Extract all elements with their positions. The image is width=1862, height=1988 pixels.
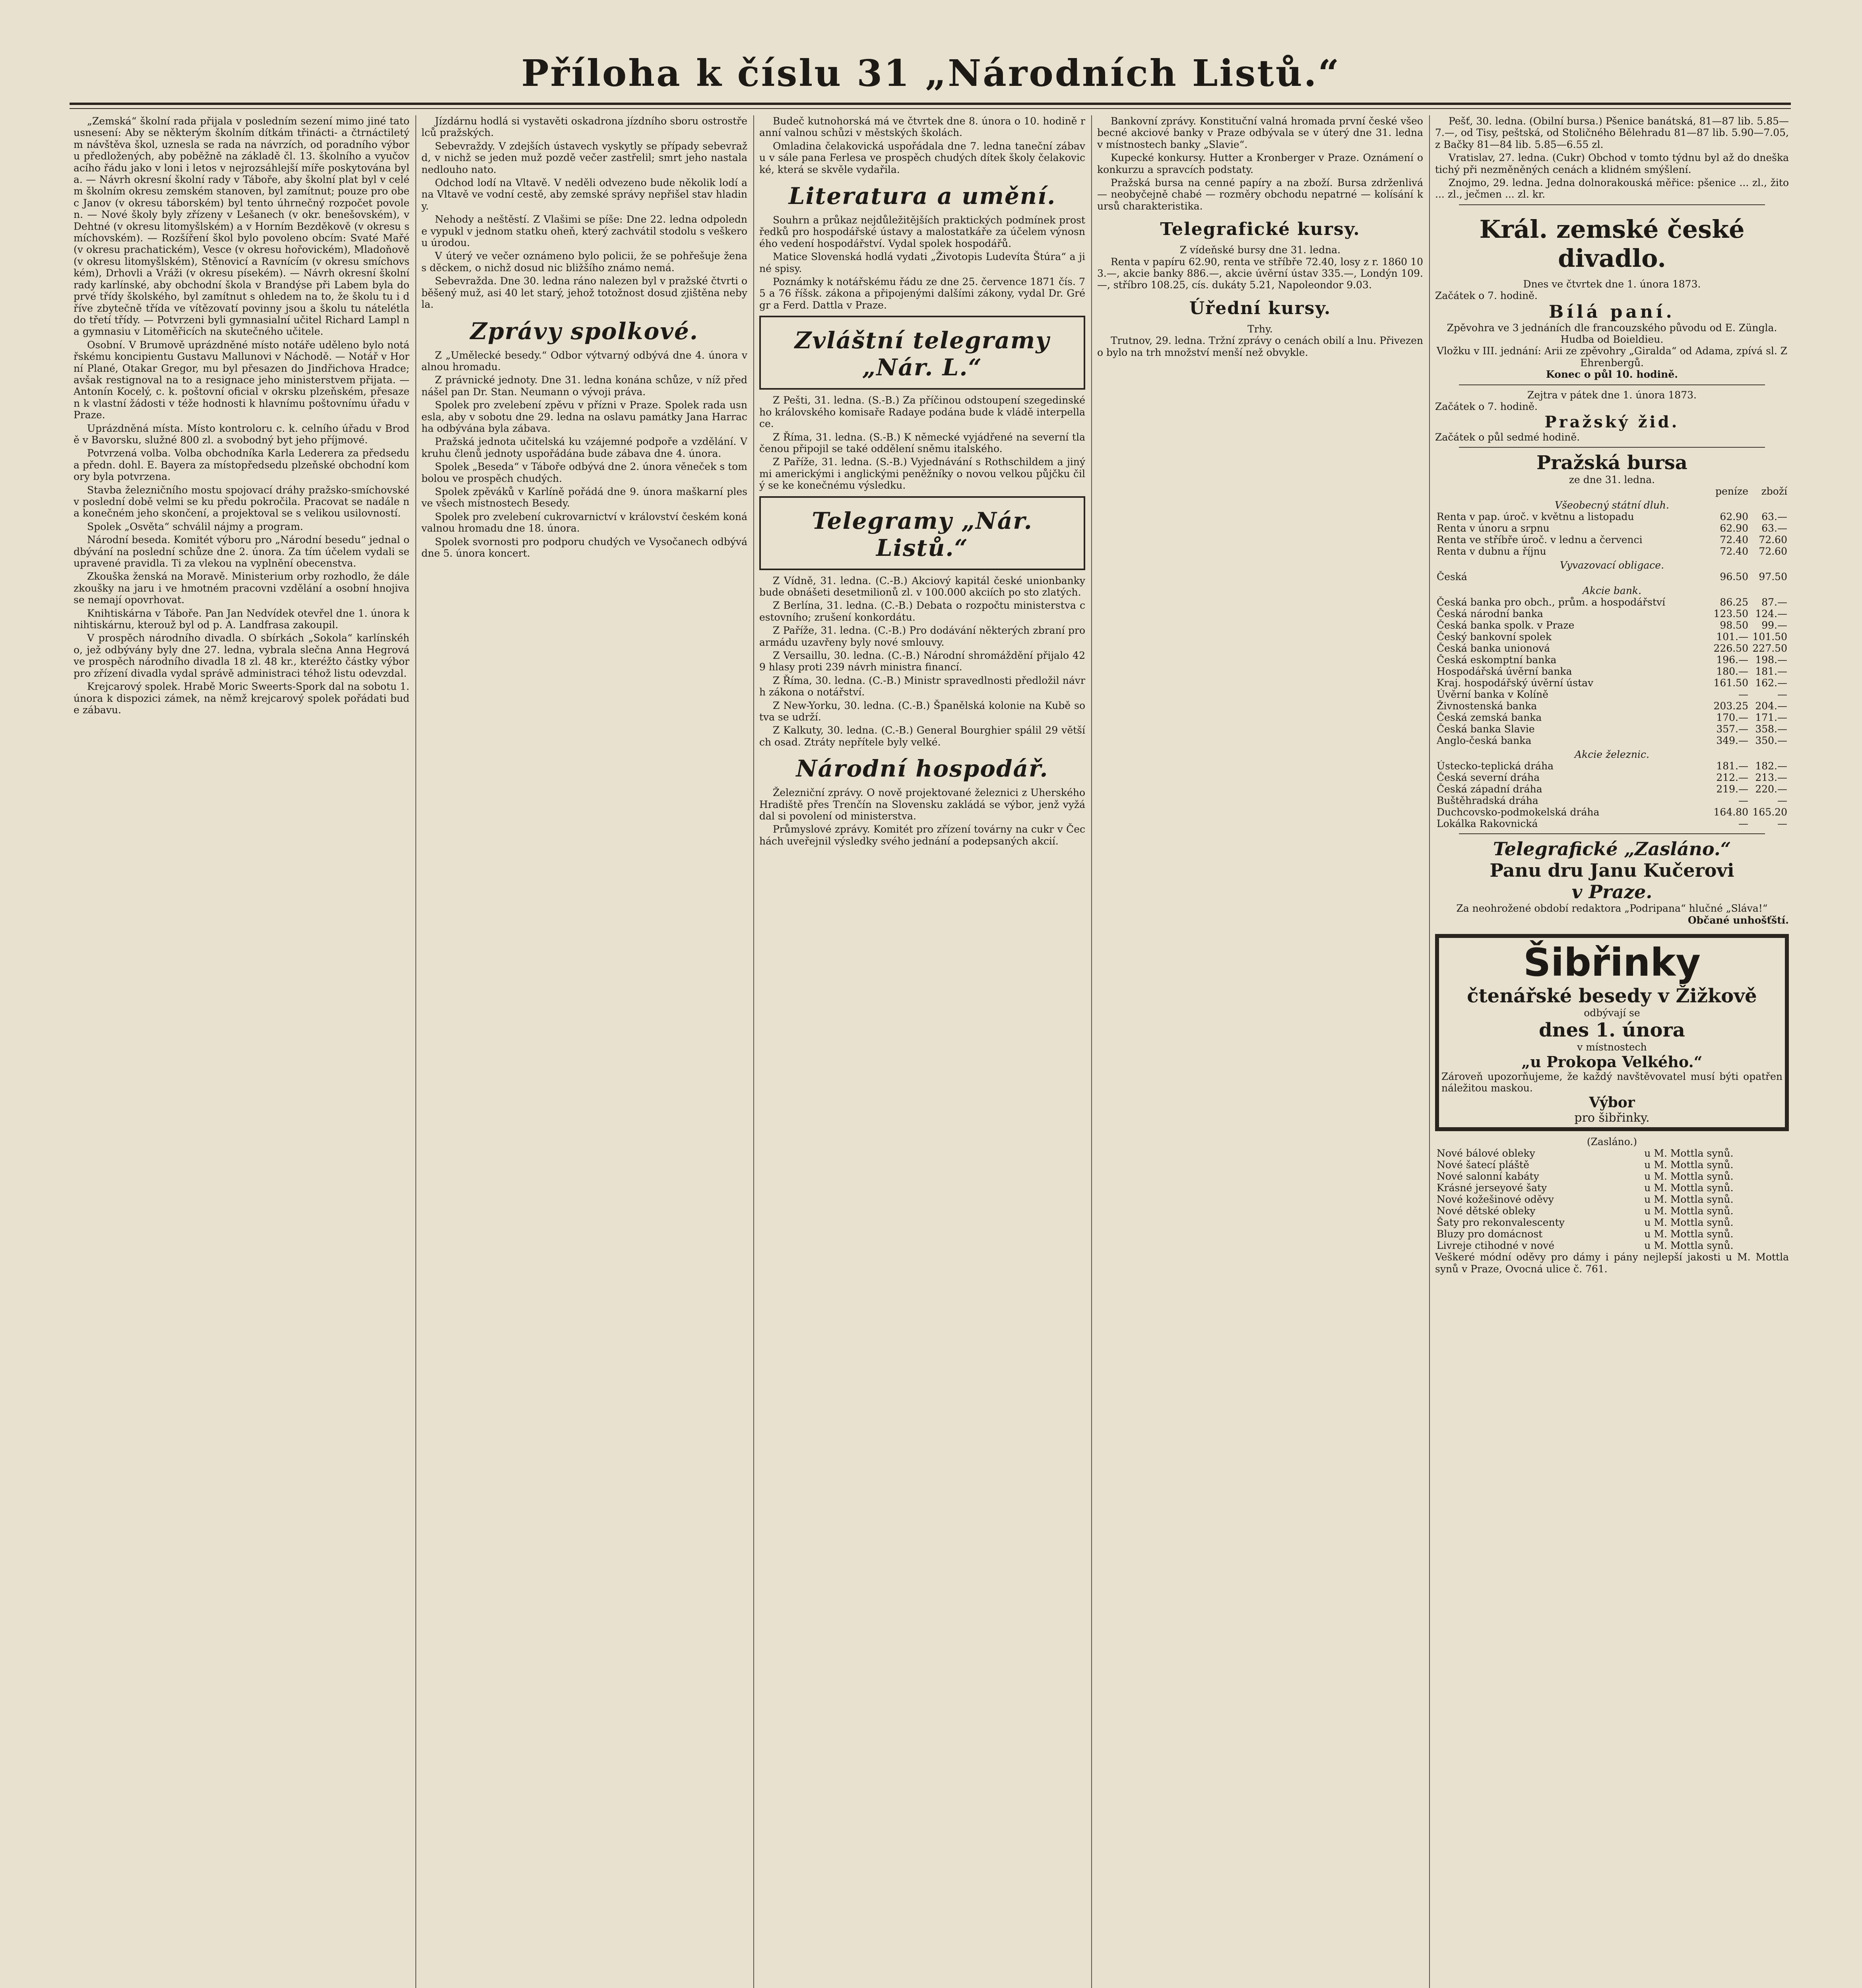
security-name: Kraj. hospodářský úvěrní ústav [1437, 677, 1594, 689]
article-paragraph: Budeč kutnohorská má ve čtvrtek dne 8. února o 10. hodině ranní valnou schůzi v městských školách. [759, 115, 1085, 139]
article-paragraph: Průmyslové zprávy. Komitét pro zřízení továrny na cukr v Čechách uveřejnil výsledky svého jednání a podepsaných akcií. [759, 823, 1085, 847]
goods-value: — [1777, 689, 1787, 701]
security-name: Renta ve stříbře úroč. v lednu a červenci [1437, 534, 1643, 546]
list-item [1435, 1182, 1789, 1194]
theater-date: Dnes ve čtvrtek dne 1. února 1873. [1523, 278, 1701, 290]
ad-body: Za neohrožené období redaktora „Podripana“ hlučné „Sláva!“ [1456, 903, 1768, 914]
divider [1459, 384, 1765, 385]
table-row [1435, 818, 1789, 829]
goods-value: 63.— [1761, 511, 1787, 523]
article-paragraph: Kupecké konkursy. Hutter a Kronberger v Praze. Oznámení o konkurzu a spravcích podstaty. [1097, 152, 1423, 175]
column-divider [1429, 115, 1430, 1988]
theater-start: Začátek o 7. hodině. [1435, 290, 1538, 302]
table-group-row [1435, 582, 1789, 596]
theater-desc: Zpěvohra ve 3 jednáních dle francouzského původu od E. Züngla. Hudba od Boieldieu. [1447, 322, 1777, 346]
security-name: Česká západní dráha [1437, 783, 1542, 795]
table-header-cell: peníze [1715, 485, 1748, 497]
article-paragraph: Omladina čelakovická uspořádala dne 7. ledna taneční zábavu v sále pana Ferlesa ve prospěch chudých dítek školy čelakovické, která se skvěle vydařila. [759, 140, 1085, 175]
item-name: Krásné jerseyové šaty [1437, 1182, 1547, 1194]
article-paragraph: Sebevražda. Dne 30. ledna ráno nalezen byl v pražské čtvrti oběšený muž, asi 40 let starý, jehož totožnost dosud zjištěna nebyla. [421, 275, 747, 311]
bursa-date: ze dne 31. ledna. [1569, 474, 1655, 485]
sibrinky-body: Zároveň upozorňujeme, že každý navštěvovatel musí býti opatřen náležitou maskou. [1441, 1070, 1782, 1094]
column-4 [1097, 115, 1423, 1988]
money-value: 181.— [1716, 760, 1748, 772]
sibrinky-subtitle: čtenářské besedy v Žižkově [1467, 985, 1757, 1008]
telegrams-box [759, 496, 1085, 570]
table-row [1435, 654, 1789, 666]
mottl-ad-list [1435, 1147, 1789, 1251]
money-value: 219.— [1716, 783, 1748, 795]
table-group-row [1435, 746, 1789, 760]
money-value: 72.40 [1720, 546, 1748, 557]
telegram-paragraph: Z Vídně, 31. ledna. (C.-B.) Akciový kapitál české unionbanky bude obnášeti desetmilionů zl. v 100.000 akciích po sto zlatých. [759, 575, 1085, 598]
table-row [1435, 735, 1789, 746]
table-row [1435, 760, 1789, 772]
list-item [1435, 1240, 1789, 1251]
money-value: 86.25 [1720, 596, 1748, 608]
security-name: Renta v dubnu a říjnu [1437, 546, 1546, 557]
list-item [1435, 1159, 1789, 1171]
section-title-literatura: Literatura a umění. [788, 182, 1056, 210]
article-paragraph: Z „Umělecké besedy.“ Odbor výtvarný odbývá dne 4. února valnou hromadu. [421, 349, 747, 373]
security-name: Česká eskomptní banka [1437, 654, 1557, 666]
security-name: Duchcovsko-podmokelská dráha [1437, 806, 1600, 818]
security-name: Česká banka Slavie [1437, 723, 1535, 735]
bursa-table [1435, 485, 1789, 829]
column-divider [415, 115, 416, 1988]
security-name: Lokálka Rakovnická [1437, 818, 1538, 830]
table-row [1435, 631, 1789, 643]
item-name: Nové dětské obleky [1437, 1205, 1536, 1217]
goods-value: 220.— [1755, 783, 1787, 795]
money-value: — [1738, 818, 1748, 830]
list-item [1435, 1217, 1789, 1228]
item-seller: u M. Mottla synů. [1644, 1171, 1734, 1182]
divider [1459, 833, 1765, 834]
article-paragraph: Krejcarový spolek. Hrabě Moric Sweerts-Spork dal na sobotu 1. února k dispozici zámek, na němž krejcarový spolek pořádati bude zábavu. [74, 681, 409, 716]
item-name: Nové kožešinové oděvy [1437, 1194, 1554, 1206]
goods-value: 101.50 [1752, 631, 1787, 643]
item-seller: u M. Mottla synů. [1644, 1228, 1734, 1240]
goods-value: 87.— [1761, 596, 1787, 608]
article-paragraph: Potvrzená volba. Volba obchodníka Karla Lederera za předsedu a předn. dohl. E. Bayera za místopředsedu plzeňské obchodní komory byla potvrzena. [74, 447, 409, 483]
article-paragraph: Nehody a neštěstí. Z Vlašimi se píše: Dne 22. ledna odpoledne vypukl v jednom statku oheň, který zachvátil stodolu s veškerou úrodou. [421, 214, 747, 249]
zaslano-label: (Zasláno.) [1587, 1136, 1637, 1147]
table-header-row [1435, 485, 1789, 497]
article-paragraph: Bankovní zprávy. Konstituční valná hromada první české všeobecné akciové banky v Praze odbývala se v úterý dne 31. ledna v místnostech banky „Slavie“. [1097, 115, 1423, 150]
money-value: 62.90 [1720, 511, 1748, 523]
market-paragraph: Vratislav, 27. ledna. (Cukr) Obchod v tomto týdnu byl až do dneška tichý při nezměněných cenách a klidném smýšlení. [1435, 152, 1789, 175]
telegram-paragraph: Z Paříže, 31. ledna. (S.-B.) Vyjednávání s Rothschildem a jinými americkými i anglickými peněžníky o novou velkou půjčku čilý se ke konečnému výsledku. [759, 456, 1085, 491]
table-row [1435, 522, 1789, 534]
table-row [1435, 712, 1789, 723]
divider [1459, 204, 1765, 205]
telegram-paragraph: Z Versaillu, 30. ledna. (C.-B.) Národní shromáždění přijalo 429 hlasy proti 239 návrh ministra financí. [759, 649, 1085, 673]
goods-value: 182.— [1755, 760, 1787, 772]
article-paragraph: Pražská jednota učitelská ku vzájemné podpoře a vzdělání. V kruhu členů jednoty uspořádána bude zábava dne 4. února. [421, 436, 747, 459]
table-row [1435, 596, 1789, 608]
telegram-paragraph: Z Říma, 30. ledna. (C.-B.) Ministr spravedlnosti předložil návrh zákona o notářství. [759, 674, 1085, 698]
sibrinky-date: dnes 1. února [1539, 1019, 1685, 1041]
bursa-title: Pražská bursa [1536, 451, 1687, 474]
item-seller: u M. Mottla synů. [1644, 1159, 1734, 1171]
money-value: 123.50 [1713, 608, 1748, 620]
special-telegrams-box [759, 316, 1085, 390]
goods-value: 99.— [1761, 619, 1787, 631]
money-value: 98.50 [1720, 619, 1748, 631]
security-name: Česká severní dráha [1437, 772, 1540, 784]
security-name: Česká národní banka [1437, 608, 1543, 620]
money-value: 62.90 [1720, 522, 1748, 534]
table-row [1435, 806, 1789, 818]
table-group-label: Akcie bank. [1582, 585, 1642, 597]
table-group-row [1435, 497, 1789, 511]
article-paragraph: Spolek „Beseda“ v Táboře odbývá dne 2. února věneček s tombolou ve prospěch chudých. [421, 461, 747, 484]
section-title-hospodar: Národní hospodář. [796, 755, 1049, 782]
article-paragraph: Odchod lodí na Vltavě. V neděli odvezeno bude několik lodí a na Vltavě ve vodní cestě, aby zemské správy nepřišel stav hladiny. [421, 177, 747, 212]
security-name: Úvěrní banka v Kolíně [1437, 689, 1549, 701]
item-seller: u M. Mottla synů. [1644, 1147, 1734, 1159]
goods-value: 171.— [1755, 712, 1787, 724]
mottl-footer: Veškeré módní oděvy pro dámy i pány nejlepší jakosti u M. Mottla synů v Praze, Ovocná ulice č. 761. [1435, 1251, 1789, 1275]
table-row [1435, 643, 1789, 654]
goods-value: 350.— [1755, 735, 1787, 747]
table-row [1435, 783, 1789, 795]
goods-value: 213.— [1755, 772, 1787, 784]
telegram-paragraph: Z New-Yorku, 30. ledna. (C.-B.) Španělská kolonie na Kubě sotva se udrží. [759, 699, 1085, 723]
goods-value: 227.50 [1752, 643, 1787, 654]
money-value: 164.80 [1713, 806, 1748, 818]
security-name: Český bankovní spolek [1437, 631, 1552, 643]
article-paragraph: Spolek „Osvěta“ schválil nájmy a program. [87, 520, 303, 532]
telegram-paragraph: Z Pešti, 31. ledna. (S.-B.) Za příčinou odstoupení szegedinského královského komisaře Radaye podána bude k vládě interpellace. [759, 394, 1085, 430]
article-paragraph: Zkouška ženská na Moravě. Ministerium orby rozhodlo, že dále zkoušky na jaru i ve hmotném pracovni vzdělání a osobní hnojiva se nemají opovrhovat. [74, 571, 409, 606]
sibrinky-signature: pro šibřinky. [1574, 1110, 1650, 1125]
table-group-label: Akcie železnic. [1575, 749, 1649, 761]
column-divider [753, 115, 754, 1988]
security-name: Ústecko-teplická dráha [1437, 760, 1554, 772]
sibrinky-title: Šibřinky [1523, 940, 1701, 985]
column-1 [74, 115, 409, 1988]
money-value: 203.25 [1713, 700, 1748, 712]
article-paragraph: Uprázdněná místa. Místo kontroloru c. k. celního úřadu v Brodě v Bavorsku, služné 800 zl. a svobodný byt jeho příjmové. [74, 422, 409, 446]
table-row [1435, 511, 1789, 522]
article-paragraph: Knihtiskárna v Táboře. Pan Jan Nedvídek otevřel dne 1. února knihtiskárnu, kterouž byl od p. A. Landfrasa zakoupil. [74, 607, 409, 631]
item-name: Šaty pro rekonvalescenty [1437, 1217, 1565, 1229]
theater-end: Začátek o půl sedmé hodině. [1435, 431, 1580, 443]
goods-value: 204.— [1755, 700, 1787, 712]
column-3 [759, 115, 1085, 1988]
telegram-paragraph: Z Kalkuty, 30. ledna. (C.-B.) General Bourghier spálil 29 větších osad. Ztráty nepřítele byly velké. [759, 724, 1085, 748]
goods-value: 198.— [1755, 654, 1787, 666]
theater-end: Konec o půl 10. hodině. [1546, 369, 1678, 381]
security-name: Česká [1437, 571, 1467, 583]
article-paragraph: Poznámky k notářskému řádu ze dne 25. července 1871 čís. 75 a 76 říšsk. zákona a připojenými dalšími zákony, vydal Dr. Grégr a Ferd. Dattla v Praze. [759, 276, 1085, 311]
table-header-cell: zboží [1761, 485, 1787, 497]
article-paragraph: V úterý ve večer oznámeno bylo policii, že se pohřešuje žena s děckem, o nichž dosud nic bližšího známo nemá. [421, 250, 747, 274]
sibrinky-signature: Výbor [1589, 1094, 1635, 1111]
item-seller: u M. Mottla synů. [1644, 1194, 1734, 1206]
theater-play: Bílá paní. [1549, 301, 1675, 322]
article-paragraph: Národní beseda. Komitét výboru pro „Národní besedu“ jednal odbývání na poslední schůze dne 2. února. Za tím účelem vydali se upravené pravidla. Ti za vlekou na vyplnění obecenstva. [74, 534, 409, 569]
item-name: Nové šatecí pláště [1437, 1159, 1529, 1171]
security-name: Anglo-česká banka [1437, 735, 1532, 747]
market-paragraph: Znojmo, 29. ledna. Jedna dolnorakouská měřice: pšenice ... zl., žito ... zl., ječmen ... zl. kr. [1435, 177, 1789, 200]
section-title-telegramy: Telegramy „Nár. Listů.“ [812, 507, 1033, 561]
goods-value: 63.— [1761, 522, 1787, 534]
money-value: 212.— [1716, 772, 1748, 784]
table-header-cell [1435, 485, 1711, 497]
market-paragraph: Pešť, 30. ledna. (Obilní bursa.) Pšenice banátská, 81—87 lib. 5.85—7.—, od Tisy, peštská, od Stoličného Bělehradu 81—87 lib. 5.90—7.05, z Bačky 81—84 lib. 5.85—6.55 zl. [1435, 115, 1789, 150]
column-divider [1091, 115, 1092, 1988]
list-item [1435, 1147, 1789, 1159]
goods-value: — [1777, 818, 1787, 830]
telegram-paragraph: Z Paříže, 31. ledna. (C.-B.) Pro dodávání některých zbraní pro armádu uzavřeny byly nové smlouvy. [759, 625, 1085, 648]
header-rule-thin [70, 108, 1791, 109]
security-name: Renta v pap. úroč. v květnu a listopadu [1437, 511, 1634, 523]
article-paragraph: Spolek svornosti pro podporu chudých ve Vysočanech odbývá dne 5. února koncert. [421, 536, 747, 559]
table-row [1435, 795, 1789, 806]
money-value: 226.50 [1713, 643, 1748, 654]
table-row [1435, 772, 1789, 783]
security-name: Renta v únoru a srpnu [1437, 522, 1550, 534]
goods-value: 72.60 [1759, 534, 1787, 546]
article-paragraph: Jízdárnu hodlá si vystavěti oskadrona jízdního sboru ostrostřelců pražských. [421, 115, 747, 139]
supplement-title: Příloha k číslu 31 „Národních Listů.“ [521, 52, 1341, 95]
goods-value: 165.20 [1752, 806, 1787, 818]
table-row [1435, 700, 1789, 712]
item-seller: u M. Mottla synů. [1644, 1205, 1734, 1217]
money-value: 101.— [1716, 631, 1748, 643]
money-value: 161.50 [1713, 677, 1748, 689]
table-row [1435, 666, 1789, 677]
money-value: 96.50 [1720, 571, 1748, 583]
article-paragraph: Železniční zprávy. O nově projektované železnici z Uherského Hradiště přes Trenčín na Slovensku zakládá se výbor, jenž vyžádal si povolení od ministerstva. [759, 787, 1085, 822]
list-item [1435, 1171, 1789, 1182]
column-5 [1435, 115, 1789, 1988]
security-name: Hospodářská úvěrní banka [1437, 666, 1572, 678]
column-2 [421, 115, 747, 1988]
money-value: 196.— [1716, 654, 1748, 666]
table-row [1435, 619, 1789, 631]
telegram-paragraph: Z Říma, 31. ledna. (S.-B.) K německé vyjádřené na severní tlačenou připojil se také oddělení sněmu italského. [759, 431, 1085, 454]
sibrinky-ad [1435, 934, 1789, 1131]
item-seller: u M. Mottla synů. [1644, 1217, 1734, 1229]
money-value: — [1738, 689, 1748, 701]
table-row [1435, 723, 1789, 735]
article-paragraph: Spolek zpěváků v Karlíně pořádá dne 9. února maškarní ples ve všech místnostech Besedy. [421, 485, 747, 509]
article-paragraph: Souhrn a průkaz nejdůležitějších praktických podmínek prostředků pro hospodářské ústavy a malostatkáře za účelem výnosného vedení hospodářství. Vydal spolek hospodářů. [759, 214, 1085, 249]
table-group-row [1435, 557, 1789, 571]
money-value: 180.— [1716, 666, 1748, 678]
ad-city: v Praze. [1571, 881, 1653, 903]
article-paragraph: Osobní. V Brumově uprázdněné místo notáře uděleno bylo notářskému koncipientu Gustavu Mallunovi v Náchodě. — Notář v Horní Plané, Otakar Gregor, mu byl přesazen do Jindřichova Hradce; avšak restignoval na to a resignace jeho ministerstvem přijata. — Antonín Kocelý, c. k. poštovní oficial v okrsku plzeňském, přesazen k vlastní žádosti v téže hodnosti k hlavnímu poštovnímu úřadu v Praze. [74, 339, 409, 421]
item-seller: u M. Mottla synů. [1644, 1240, 1734, 1252]
theater-date: Zejtra v pátek dne 1. února 1873. [1527, 389, 1697, 401]
list-item [1435, 1228, 1789, 1240]
table-row [1435, 534, 1789, 546]
table-row [1435, 689, 1789, 700]
list-item [1435, 1194, 1789, 1205]
telegram-paragraph: Z Berlína, 31. ledna. (C.-B.) Debata o rozpočtu ministerstva cestovního; zrušení konkordátu. [759, 600, 1085, 623]
article-paragraph: Z právnické jednoty. Dne 31. ledna konána schůze, v níž přednášel pan Dr. Stan. Neumann o vývoji práva. [421, 374, 747, 398]
money-value: 357.— [1716, 723, 1748, 735]
goods-value: 124.— [1755, 608, 1787, 620]
theater-title: Král. zemské české divadlo. [1479, 214, 1745, 273]
table-row [1435, 571, 1789, 582]
goods-value: 162.— [1755, 677, 1787, 689]
table-row [1435, 546, 1789, 557]
zaslano-title: Telegrafické „Zasláno.“ [1493, 838, 1731, 860]
article-paragraph: Trutnov, 29. ledna. Tržní zprávy o cenách obilí a lnu. Přivezeno bylo na trh množství menší než obvykle. [1097, 335, 1423, 358]
article-paragraph: Renta v papíru 62.90, renta ve stříbře 72.40, losy z r. 1860 103.—, akcie banky 886.—, akcie úvěrní ústav 335.—, Londýn 109.—, stříbro 108.25, cís. dukáty 5.21, Napoleondor 9.03. [1097, 256, 1423, 291]
ad-signature: Občané unhošťští. [1687, 914, 1789, 926]
table-row [1435, 608, 1789, 619]
article-paragraph: Pražská bursa na cenné papíry a na zboží. Bursa zdrženlivá — neobyčejně chabé — rozměry obchodu nepatrné — kolísání kursů charakteristika. [1097, 177, 1423, 212]
ad-addressee: Panu dru Janu Kučerovi [1490, 860, 1734, 881]
goods-value: 181.— [1755, 666, 1787, 678]
theater-play: Pražský žid. [1544, 412, 1680, 431]
security-name: Buštěhradská dráha [1437, 795, 1538, 807]
table-group-label: Vyvazovací obligace. [1559, 559, 1664, 571]
theater-start: Začátek o 7. hodině. [1435, 401, 1538, 413]
security-name: Česká banka spolk. v Praze [1437, 619, 1575, 631]
article-paragraph: Spolek pro zvelebení cukrovarnictví v království českém koná valnou hromadu dne 18. února. [421, 511, 747, 534]
table-group-label: Všeobecný státní dluh. [1555, 499, 1669, 511]
section-title-telegramy-zvlastni: Zvláštní telegramy „Nár. L.“ [795, 327, 1050, 381]
item-name: Livreje ctihodné v nové [1437, 1240, 1555, 1252]
money-value: — [1738, 795, 1748, 807]
goods-value: 72.60 [1759, 546, 1787, 557]
security-name: Česká banka pro obch., prům. a hospodářství [1437, 596, 1666, 608]
sibrinky-line: odbývají se [1584, 1007, 1640, 1019]
section-title-uredni-kursy: Úřední kursy. [1189, 298, 1331, 318]
item-seller: u M. Mottla synů. [1644, 1182, 1734, 1194]
divider [1459, 447, 1765, 448]
sibrinky-line: v místnostech [1577, 1041, 1647, 1053]
money-value: 72.40 [1720, 534, 1748, 546]
section-title-telegraficke-kursy: Telegrafické kursy. [1160, 219, 1360, 240]
item-name: Bluzy pro domácnost [1437, 1228, 1543, 1240]
article-paragraph: Stavba železničního mostu spojovací dráhy pražsko-smíchovské v poslední době velmi se ku předu pokročila. Pracovat se nadále na konečném jeho skončení, a projektoval se s velikou usilovností. [74, 484, 409, 519]
section-subtitle: Trhy. [1247, 323, 1273, 335]
item-name: Nové salonní kabáty [1437, 1171, 1539, 1182]
goods-value: 97.50 [1759, 571, 1787, 583]
table-row [1435, 677, 1789, 689]
item-name: Nové bálové obleky [1437, 1147, 1535, 1159]
article-paragraph: V prospěch národního divadla. O sbírkách „Sokola“ karlínského, jež odbývány byly dne 27. ledna, vybrala slečna Anna Hegrová ve prospěch národního divadla 18 zl. 48 kr., kteréžto částky výbor pro zřízení divadla vydal správě administraci téhož listu odevzdal. [74, 632, 409, 679]
security-name: Česká zemská banka [1437, 712, 1542, 724]
theater-role: Vložku v III. jednání: Arii ze zpěvohry „Giralda“ od Adama, zpívá sl. Z Ehrenbergů. [1436, 345, 1788, 369]
goods-value: 358.— [1755, 723, 1787, 735]
sibrinky-venue: „u Prokopa Velkého.“ [1521, 1052, 1703, 1071]
section-title-spolkove: Zprávy spolkové. [470, 317, 699, 345]
security-name: Česká banka unionová [1437, 643, 1550, 654]
section-subtitle: Z vídeňské bursy dne 31. ledna. [1179, 244, 1341, 256]
money-value: 349.— [1716, 735, 1748, 747]
article-paragraph: Spolek pro zvelebení zpěvu v přízni v Praze. Spolek rada usnesla, aby v sobotu dne 29. ledna na oslavu památky Jana Harracha odbývána byla zábava. [421, 399, 747, 434]
article-paragraph: Sebevraždy. V zdejších ústavech vyskytly se případy sebevražd, v nichž se jeden muž pozdě večer zastřelil; smrt jeho nastala nedlouho nato. [421, 140, 747, 175]
list-item [1435, 1205, 1789, 1217]
article-paragraph: Matice Slovenská hodlá vydati „Životopis Ludevíta Štúra“ a jiné spisy. [759, 251, 1085, 274]
header-rule [70, 103, 1791, 105]
security-name: Živnostenská banka [1437, 700, 1537, 712]
money-value: 170.— [1716, 712, 1748, 724]
article-paragraph: „Zemská“ školní rada přijala v posledním sezení mimo jiné tato usnesení: Aby se některým školním dítkám třinácti- a čtrnáctiletým návštěva škol, uznesla se rada na návrzích, od poradního výboru předložených, aby poběžně na základě čl. 13. školního a vyučovacího řádu jako v loni i letos v nejrozsáhlejší míře poskytována byla. — Návrh okresní školní rady v Táboře, aby školní plat byl v celém školním okresu zemském stanoven, byl zamítnut; pouze pro obec Janov (v okresu táborském) byl tento úhrnečný rozpočet povolen. — Nové školy byly zřízeny v Lešanech (v okr. benešovském), v Dehtné (v okresu litomyšlském) a v Horním Bezděkově (v okresu smíchovském). — Rozšíření škol bylo povoleno obcím: Svaté Mařé (v okresu prachatickém), Vesce (v okresu hořovickém), Mladoňově (v okresu litomyšlském), Stěnovicí a Ravnícím (v okresu smíchovském), Drhovli a Vráži (v okresu písekém). — Návrh okresní školní rady karlínské, aby obchodní škola v Brandýse při Labem byla do prvé třídy školského, byl zamítnut s ohledem na to, že školu tu i dříve zbytečně třída ve vítězovatí povinny jsou a školu tu nátelétla do třetí třídy. — Potvrzeni byli gymnasialní učitel Richard Lampl na gymnasiu v Litoměřicích na skutečného učitele. [74, 115, 409, 338]
goods-value: — [1777, 795, 1787, 807]
